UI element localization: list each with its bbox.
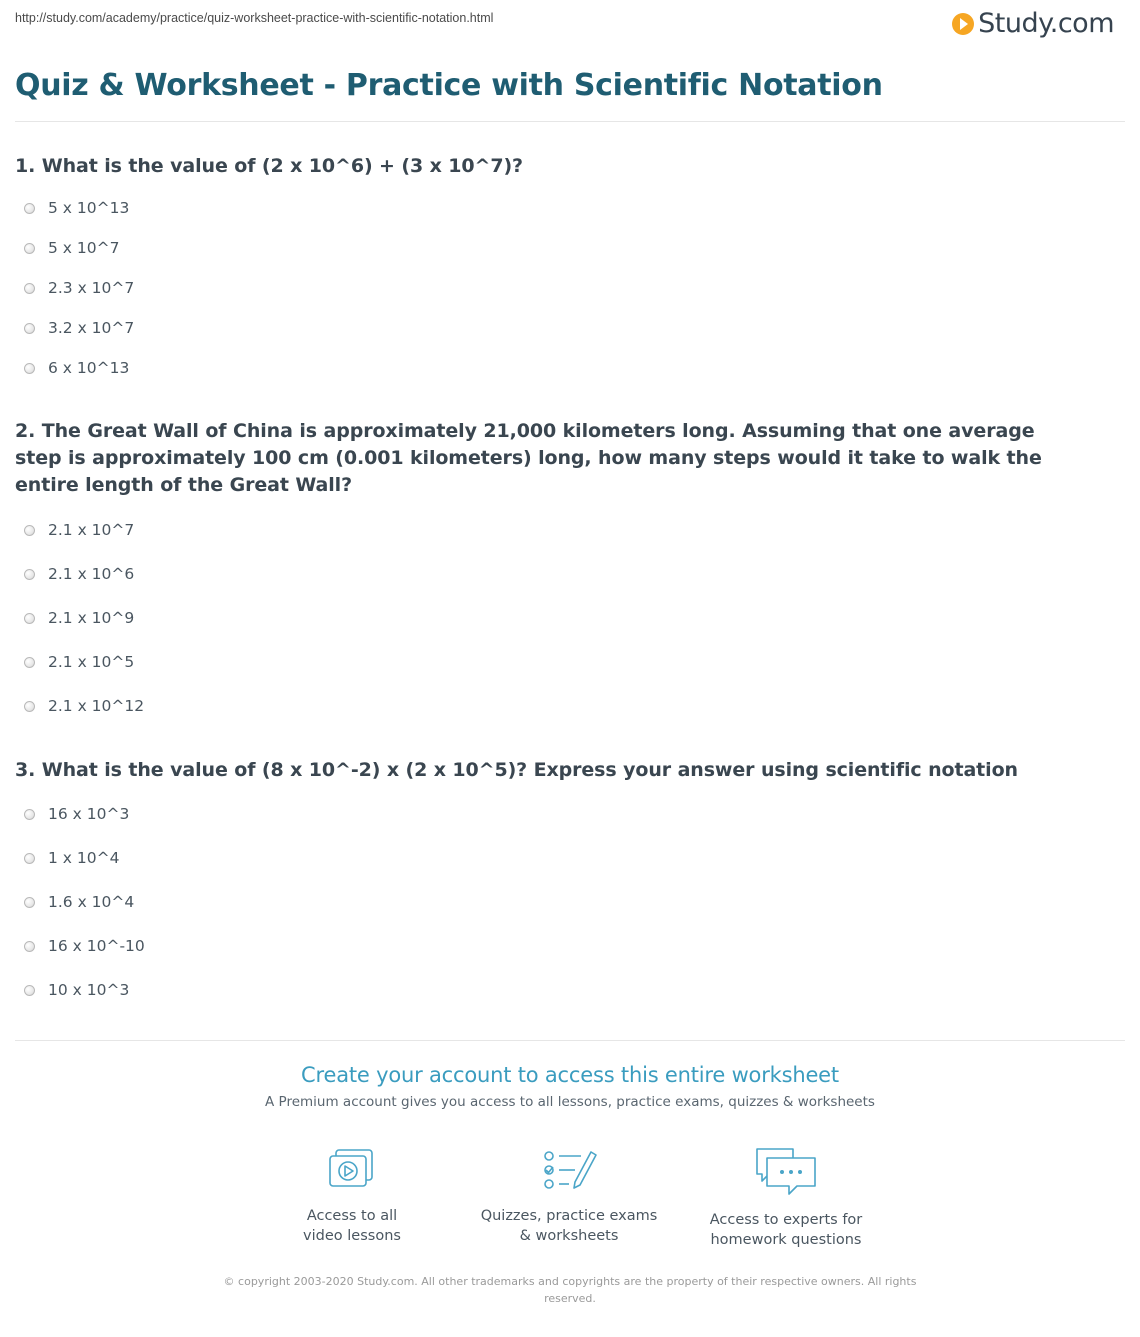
answer-option[interactable] (24, 937, 145, 955)
feature-line: Access to all (306, 1208, 398, 1224)
question-3: 3. What is the value of (8 x 10^-2) x (2 x 10^5)? Express your answer using scientific notation (15, 759, 1018, 781)
answer-option[interactable] (24, 359, 129, 377)
answer-option[interactable] (24, 521, 134, 539)
option-label: 5 x 10^7 (48, 239, 120, 257)
option-label: 16 x 10^-10 (48, 937, 145, 955)
radio-button[interactable] (24, 283, 35, 294)
question-1: 1. What is the value of (2 x 10^6) + (3 x 10^7)? (15, 155, 523, 177)
option-label: 1 x 10^4 (48, 849, 120, 867)
chat-bubbles-icon (753, 1146, 819, 1198)
cta-subtitle: A Premium account gives you access to all lessons, practice exams, quizzes & worksheets (265, 1094, 875, 1110)
radio-button[interactable] (24, 853, 35, 864)
option-label: 10 x 10^3 (48, 981, 130, 999)
feature-line: homework questions (710, 1232, 862, 1248)
feature-line: video lessons (303, 1228, 401, 1244)
option-label: 2.3 x 10^7 (48, 279, 135, 297)
cta-title-link[interactable]: Create your account to access this entire worksheet (301, 1063, 839, 1087)
radio-button[interactable] (24, 363, 35, 374)
answer-option[interactable] (24, 609, 134, 627)
page-title: Quiz & Worksheet - Practice with Scientific Notation (15, 68, 883, 103)
radio-button[interactable] (24, 941, 35, 952)
radio-button[interactable] (24, 897, 35, 908)
copyright-text: © copyright 2003-2020 Study.com. All other trademarks and copyrights are the property of their respective owners. All rights reserved. (223, 1275, 917, 1305)
answer-option[interactable] (24, 653, 134, 671)
feature-line: Access to experts for (709, 1212, 863, 1228)
feature-video-lessons (242, 1146, 462, 1246)
quiz-checklist-icon (539, 1146, 599, 1194)
answer-option[interactable] (24, 697, 144, 715)
radio-button[interactable] (24, 323, 35, 334)
radio-button[interactable] (24, 657, 35, 668)
play-logo-icon (952, 13, 974, 35)
option-label: 3.2 x 10^7 (48, 319, 135, 337)
page-url: http://study.com/academy/practice/quiz-worksheet-practice-with-scientific-notation.html (15, 11, 494, 25)
section-divider (15, 1040, 1125, 1041)
video-lessons-icon (324, 1146, 380, 1194)
answer-option[interactable] (24, 849, 119, 867)
answer-option[interactable] (24, 805, 129, 823)
option-label: 2.1 x 10^12 (48, 697, 145, 715)
answer-option[interactable] (24, 893, 134, 911)
answer-option[interactable] (24, 279, 134, 297)
title-divider (15, 121, 1125, 122)
option-label: 5 x 10^13 (48, 199, 130, 217)
feature-line: & worksheets (519, 1228, 619, 1244)
study-logo[interactable] (952, 8, 1114, 39)
radio-button[interactable] (24, 809, 35, 820)
answer-option[interactable] (24, 239, 119, 257)
answer-option[interactable] (24, 319, 134, 337)
feature-experts (676, 1146, 896, 1250)
question-2: 2. The Great Wall of China is approximately 21,000 kilometers long. Assuming that one average step is approximately 100 cm (0.001 kilometers) long, how many steps would it take to walk the entire length of the Great Wall? (15, 420, 1042, 496)
radio-button[interactable] (24, 701, 35, 712)
radio-button[interactable] (24, 203, 35, 214)
option-label: 2.1 x 10^6 (48, 565, 135, 583)
radio-button[interactable] (24, 613, 35, 624)
option-label: 2.1 x 10^5 (48, 653, 135, 671)
option-label: 6 x 10^13 (48, 359, 130, 377)
radio-button[interactable] (24, 985, 35, 996)
feature-line: Quizzes, practice exams (480, 1208, 658, 1224)
radio-button[interactable] (24, 243, 35, 254)
option-label: 2.1 x 10^7 (48, 521, 135, 539)
answer-option[interactable] (24, 199, 129, 217)
option-label: 1.6 x 10^4 (48, 893, 135, 911)
radio-button[interactable] (24, 569, 35, 580)
option-label: 16 x 10^3 (48, 805, 130, 823)
answer-option[interactable] (24, 565, 134, 583)
answer-option[interactable] (24, 981, 129, 999)
logo-text: Study.com (978, 8, 1114, 39)
option-label: 2.1 x 10^9 (48, 609, 135, 627)
feature-quizzes (459, 1146, 679, 1246)
radio-button[interactable] (24, 525, 35, 536)
